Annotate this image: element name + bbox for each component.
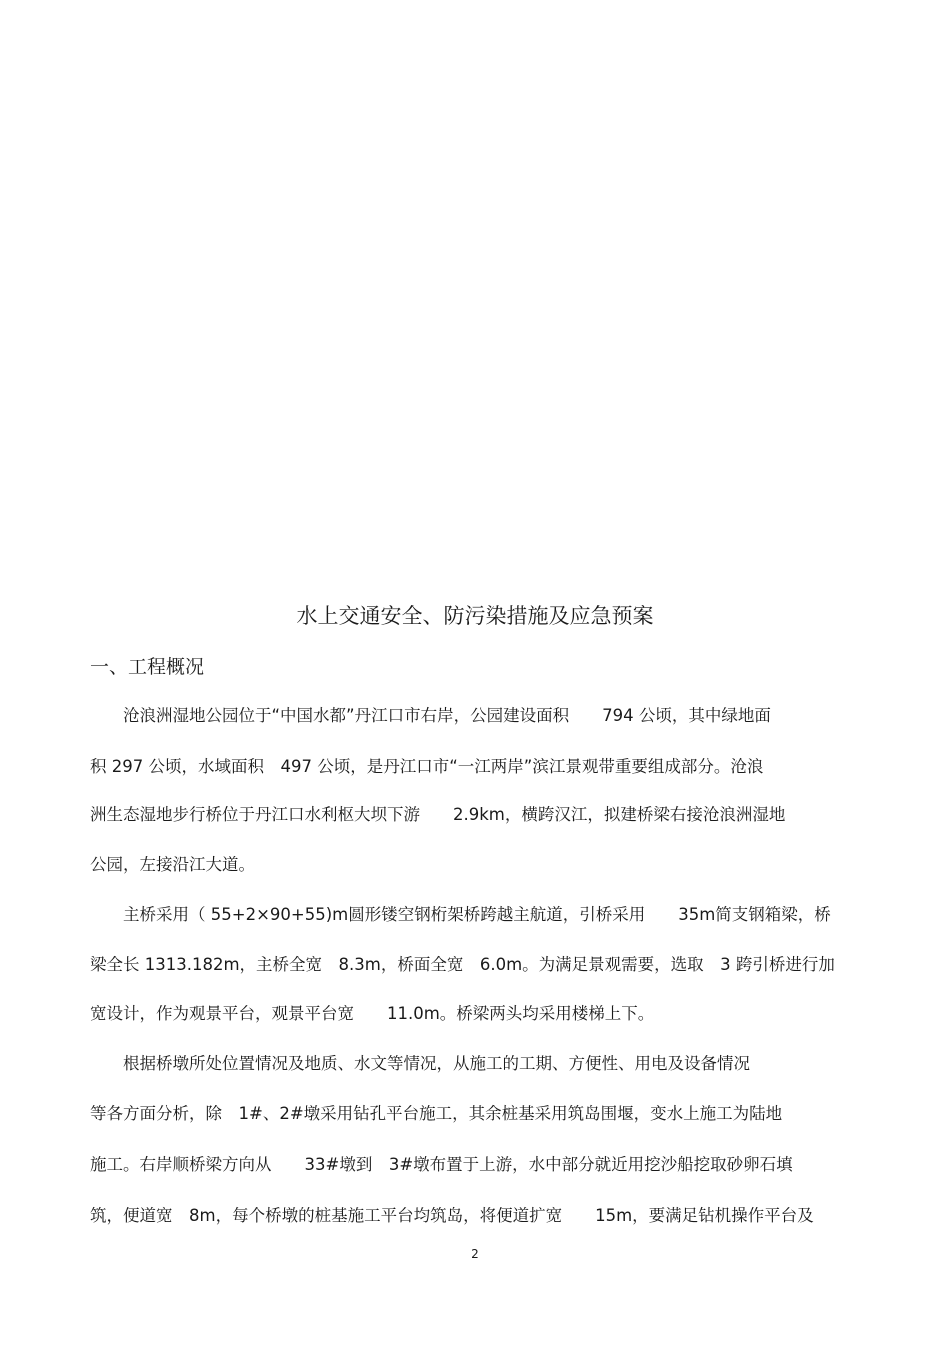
paragraph-line: 梁全长 1313.182m，主桥全宽 8.3m，桥面全宽 6.0m。为满足景观需要，选取 3 跨引桥进行加 [90,955,835,974]
paragraph-line: 施工。右岸顺桥梁方向从 33#墩到 3#墩布置于上游，水中部分就近用挖沙船挖取砂卵石填 [90,1155,793,1174]
paragraph-line: 等各方面分析，除 1#、2#墩采用钻孔平台施工，其余桩基采用筑岛围堰，变水上施工为陆地 [90,1104,783,1123]
paragraph-line: 宽设计，作为观景平台，观景平台宽 11.0m。桥梁两头均采用楼梯上下。 [90,1004,655,1023]
paragraph-line: 筑，便道宽 8m，每个桥墩的桩基施工平台均筑岛，将便道扩宽 15m，要满足钻机操作平台及 [90,1206,814,1225]
paragraph-line: 沧浪洲湿地公园位于“中国水都”丹江口市右岸，公园建设面积 794 公顷，其中绿地面 [90,706,771,725]
page-title: 水上交通安全、防污染措施及应急预案 [296,604,654,628]
paragraph-line: 洲生态湿地步行桥位于丹江口水利枢大坝下游 2.9km，横跨汉江，拟建桥梁右接沧浪洲湿地 [90,805,786,824]
paragraph-line: 主桥采用（ 55+2×90+55)m圆形镂空钢桁架桥跨越主航道，引桥采用 35m简支钢箱梁，桥 [90,905,831,924]
paragraph-line: 根据桥墩所处位置情况及地质、水文等情况，从施工的工期、方便性、用电及设备情况 [90,1054,750,1073]
paragraph-line: 公园，左接沿江大道。 [90,855,255,874]
paragraph-line: 积 297 公顷，水域面积 497 公顷，是丹江口市“一江两岸”滨江景观带重要组成部分。沧浪 [90,757,764,776]
section-heading: 一、工程概况 [90,656,205,678]
page-number: 2 [471,1247,479,1261]
